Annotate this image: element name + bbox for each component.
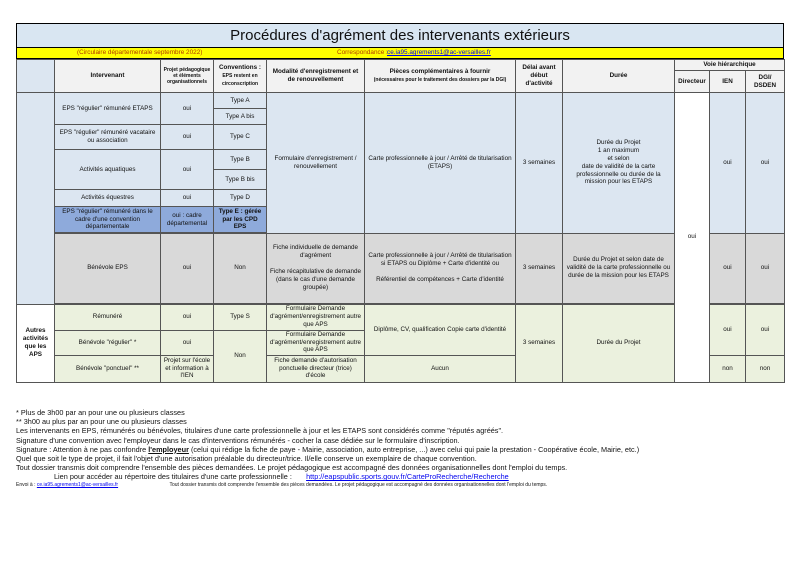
- note-signature: [16, 445, 784, 454]
- envoi-line: [16, 482, 784, 489]
- note-signature-employeur: l'employeur: [148, 444, 189, 454]
- header-voie: Voie hiérarchique: [675, 60, 785, 71]
- directeur-all: oui: [675, 93, 710, 383]
- header-projet: Projet pédagogique et éléments organisationnels: [161, 60, 214, 93]
- note-lien-label: Lien pour accéder au répertoire des titulaires d'une carte professionnelle :: [54, 472, 292, 482]
- row-benevole-eps-label: Bénévole EPS: [55, 233, 161, 303]
- group1-delai: 3 semaines: [516, 93, 563, 234]
- row-eps-etaps-projet: oui: [161, 93, 214, 125]
- header-modalite: Modalité d'enregistrement et de renouvellement: [267, 60, 365, 93]
- row-benevole-eps-duree: Durée du Projet et selon date de validité de la carte professionnelle ou durée de la mission pour les ETAPS: [563, 233, 675, 303]
- row-equestres-projet: oui: [161, 190, 214, 207]
- procedures-table: [16, 59, 785, 383]
- group2-duree: Durée du Projet: [563, 304, 675, 382]
- row-aquatiques-projet: oui: [161, 150, 214, 190]
- envoi-email-link[interactable]: ce.ia95.agrements1@ac-versailles.fr: [36, 481, 119, 488]
- note-signature-start: Signature : Attention à ne pas confondre: [16, 444, 149, 454]
- row-eps-vacataire-projet: oui: [161, 125, 214, 150]
- header-duree: Durée: [563, 60, 675, 93]
- header-delai: Délai avant début d'activité: [516, 60, 563, 93]
- envoi-label: Envoi à :: [16, 481, 36, 488]
- header-intervenant: Intervenant: [55, 60, 161, 93]
- row-benevole-eps-projet: oui: [161, 233, 214, 303]
- row-benevole-ponctuel-projet: Projet sur l'école et information à l'IEN: [161, 355, 214, 382]
- group1-dgi: oui: [746, 93, 785, 234]
- type-a: Type A: [214, 93, 267, 109]
- type-d: Type D: [214, 190, 267, 207]
- correspondence-email-link[interactable]: ce.ia95.agrements1@ac-versailles.fr: [387, 49, 491, 56]
- note-signature-end: (celui qui rédige la fiche de paye - Mairie, association, auto entreprise, ...) avec celui qui paie la prestation - Coopérative école, Mairie, etc.): [188, 444, 640, 454]
- row-benevole-eps-dgi: oui: [746, 233, 785, 303]
- type-c: Type C: [214, 125, 267, 150]
- benevole-pieces-referentiel: Référentiel de compétences + Carte d'identité: [376, 275, 504, 283]
- header-ien: IEN: [710, 71, 746, 93]
- type-b: Type B: [214, 150, 267, 170]
- row-eps-vacataire-label: EPS "régulier" rémunéré vacataire ou association: [55, 125, 161, 150]
- row-aquatiques-label: Activités aquatiques: [55, 150, 161, 190]
- note-lien: [16, 472, 784, 481]
- group1-duree: Durée du Projet 1 an maximum et selon date de validité de la carte professionnelle ou durée de la mission pour les ETAPS: [563, 93, 675, 234]
- group1-modalite: Formulaire d'enregistrement / renouvellement: [267, 93, 365, 234]
- row-equestres-label: Activités équestres: [55, 190, 161, 207]
- group2-delai: 3 semaines: [516, 304, 563, 382]
- header-pieces-sub: (nécessaires pour le traitement des dossiers par la DGI): [373, 77, 507, 83]
- row-benevole-eps-ien: oui: [710, 233, 746, 303]
- row-eps-etaps-label: EPS "régulier" rémunéré ETAPS: [55, 93, 161, 125]
- row-benevole-ponctuel-label: Bénévole "ponctuel" **: [55, 355, 161, 382]
- benevole-pieces-carte: Carte professionnelle à jour / Arrêté de titularisation si ETAPS ou Diplôme + Carte d'identité ou: [368, 252, 512, 268]
- benevole-modalite-recapitulative: Fiche récapitulative de demande (dans le cas d'une demande groupée): [269, 268, 361, 291]
- row-benevole-regulier-modalite: Formulaire Demande d'agrément/enregistrement autre que APS: [267, 330, 365, 355]
- row-benevoles-conv: Non: [214, 330, 267, 382]
- procedures-sheet: [16, 23, 784, 383]
- benevole-modalite-individuelle: Fiche individuelle de demande d'agrément: [272, 244, 359, 260]
- type-a-bis: Type A bis: [214, 109, 267, 125]
- row-remunere-modalite: Formulaire Demande d'agrément/enregistrement autre que APS: [267, 304, 365, 330]
- group1-pieces: Carte professionnelle à jour / Arrêté de titularisation (ETAPS): [365, 93, 516, 234]
- carte-pro-link[interactable]: http://eapspublic.sports.gouv.fr/CarteProRecherche/Recherche: [306, 472, 509, 482]
- header-dgi: DGI/ DSDEN: [746, 71, 785, 93]
- row-benevole-eps-delai: 3 semaines: [516, 233, 563, 303]
- note-convention: Signature d'une convention avec l'employeur dans le cas d'interventions rémunérés - cocher la case dédiée sur le formulaire d'inscription.: [16, 435, 460, 445]
- type-b-bis: Type B bis: [214, 170, 267, 190]
- header-pieces-title: Pièces complémentaires à fournir: [389, 68, 491, 76]
- sheet-title: Procédures d'agrément des intervenants extérieurs: [16, 23, 784, 48]
- row-benevole-eps-pieces: [365, 233, 516, 303]
- circular-reference: (Circulaire départementale septembre 2022): [77, 49, 203, 56]
- header-blank: [17, 60, 55, 93]
- header-pieces: [365, 60, 516, 93]
- group2-dgi: oui: [746, 304, 785, 355]
- note-dossier: Tout dossier transmis doit comprendre l'ensemble des pièces demandées. Le projet pédagogique est accompagné des données organisationnelles dont l'emploi du temps.: [16, 463, 568, 473]
- type-s: Type S: [214, 304, 267, 330]
- header-conventions-sub: EPS restent en circonscription: [221, 73, 259, 87]
- note-autorisation: Quel que soit le type de projet, il fait l'objet d'une autorisation préalable du directeur/trice. Il/elle conserve un exemplaire de chaque convention.: [16, 454, 477, 464]
- row-benevole-regulier-label: Bénévole "régulier" *: [55, 330, 161, 355]
- row-benevole-ponctuel-ien: non: [710, 355, 746, 382]
- correspondence-label: Correspondance :: [337, 49, 388, 56]
- group1-ien: oui: [710, 93, 746, 234]
- note-reputes-agrees: Les intervenants en EPS, rémunérés ou bénévoles, titulaires d'une carte professionnelle à jour et les ETAPS sont considérés comme "réputés agréés".: [16, 426, 504, 436]
- footnote-moins: ** 3h00 au plus par an pour une ou plusieurs classes: [16, 417, 187, 427]
- row-convention-projet: oui : cadre départemental: [161, 207, 214, 233]
- type-e: Type E : gérée par les CPD EPS: [214, 207, 267, 233]
- group1-side: [17, 93, 55, 305]
- header-conventions: [214, 60, 267, 93]
- footer-notes: [16, 408, 784, 489]
- row-remunere-label: Rémunéré: [55, 304, 161, 330]
- group2-ien: oui: [710, 304, 746, 355]
- row-benevole-eps-modalite: [267, 233, 365, 303]
- row-benevole-ponctuel-pieces: Aucun: [365, 355, 516, 382]
- row-benevole-ponctuel-modalite: Fiche demande d'autorisation ponctuelle directeur (trice) d'école: [267, 355, 365, 382]
- subtitle-bar: [16, 48, 784, 59]
- footnote-plus: * Plus de 3h00 par an pour une ou plusieurs classes: [16, 408, 185, 417]
- row-remunere-projet: oui: [161, 304, 214, 330]
- envoi-note: Tout dossier transmis doit comprendre l'ensemble des pièces demandées. Le projet pédagogique est accompagné des données organisationnelles dont l'emploi du temps.: [169, 481, 548, 488]
- other-activities-label: Autres activités que les APS: [17, 304, 55, 382]
- header-directeur: Directeur: [675, 71, 710, 93]
- row-benevole-ponctuel-dgi: non: [746, 355, 785, 382]
- row-benevole-regulier-projet: oui: [161, 330, 214, 355]
- group2-pieces: Diplôme, CV, qualification Copie carte d'identité: [365, 304, 516, 355]
- header-conventions-title: Conventions :: [219, 64, 261, 72]
- row-benevole-eps-conv: Non: [214, 233, 267, 303]
- row-convention-label: EPS "régulier" rémunéré dans le cadre d'une convention départementale: [55, 207, 161, 233]
